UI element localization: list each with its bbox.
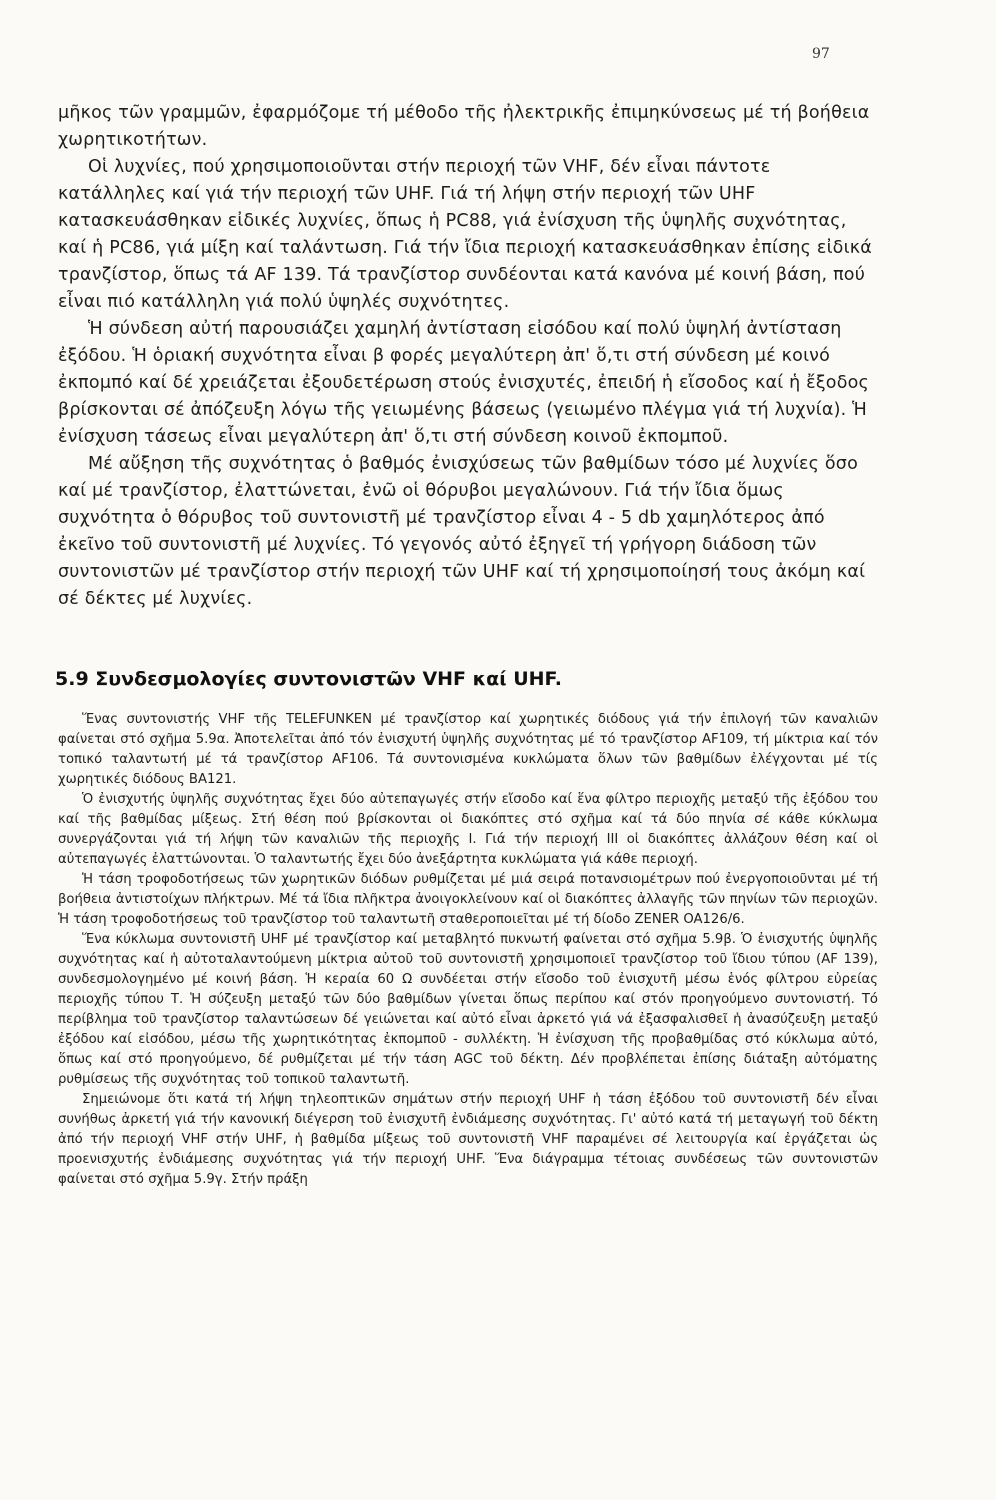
paragraph: Ἡ σύνδεση αὐτή παρουσιάζει χαμηλή ἀντίσταση εἰσόδου καί πολύ ὑψηλή ἀντίσταση ἐξόδου. Ἡ ὁριακή συχνότητα εἶναι β φορές μεγαλύτερη ἀπ' ὅ,τι στή σύνδεση μέ κοινό ἐκπομπό καί δέ χρειάζεται ἐξουδετέρωση στούς ἐνισχυτές, ἐπειδή ἡ εἴσοδος καί ἡ ἔξοδος βρίσκονται σέ ἀπόζευξη λόγω τῆς γειωμένης βάσεως (γειωμένο πλέγμα γιά τή λυχνία). Ἡ ἐνίσχυση τάσεως εἶναι μεγαλύτερη ἀπ' ὅ,τι στή σύνδεση κοινοῦ ἐκπομποῦ. — [58, 319, 869, 447]
paragraph: Ἡ τάση τροφοδοτήσεως τῶν χωρητικῶν διόδων ρυθμίζεται μέ μιά σειρά ποτανσιομέτρων πού ἐνεργοποιοῦνται μέ τή βοήθεια ἀντιστοίχων πλήκτρων. Μέ τά ἴδια πλῆκτρα ἀνοιγοκλείνουν καί οἱ διακόπτες ἀλλαγῆς τῶν πηνίων τῶν περιοχῶν. Ἡ τάση τροφοδοτήσεως τοῦ τρανζίστορ τοῦ ταλαντωτῆ σταθεροποιεῖται μέ τή δίοδο ZENER OA126/6. — [58, 872, 878, 927]
paragraph: Σημειώνομε ὅτι κατά τή λήψη τηλεοπτικῶν σημάτων στήν περιοχή UHF ἡ τάση ἐξόδου τοῦ συντονιστῆ δέν εἶναι συνήθως ἀρκετή γιά τήν κανονική διέγερση τοῦ ἐνισχυτῆ ἐνδιάμεσης συχνότητας. Γι' αὐτό κατά τή μεταγωγή τοῦ δέκτη ἀπό τήν περιοχή VHF στήν UHF, ἡ βαθμίδα μίξεως τοῦ συντονιστῆ VHF παραμένει σέ λειτουργία καί ἐργάζεται ὡς προενισχυτής ἐνδιάμεσης συχνότητας γιά τήν περιοχή UHF. Ἕνα διάγραμμα τέτοιας συνδέσεως τῶν συντονιστῶν φαίνεται στό σχῆμα 5.9γ. Στήν πράξη — [58, 1092, 878, 1187]
paragraph: Ὁ ἐνισχυτής ὑψηλῆς συχνότητας ἔχει δύο αὐτεπαγωγές στήν εἴσοδο καί ἕνα φίλτρο περιοχῆς μεταξύ τῆς ἐξόδου του καί τῆς βαθμίδας μίξεως. Στή θέση πού βρίσκονται οἱ διακόπτες στό σχῆμα καί τά δύο πηνία σέ κάθε κύκλωμα συνεργάζονται γιά τή λήψη τῶν καναλιῶν τῆς περιοχῆς Ι. Γιά τήν περιοχή ΙΙΙ οἱ διακόπτες ἀλλάζουν θέση καί οἱ αὐτεπαγωγές ἐλαττώνονται. Ὁ ταλαντωτής ἔχει δύο ἀνεξάρτητα κυκλώματα γιά κάθε περιοχή. — [58, 792, 878, 867]
page-number: 97 — [812, 46, 830, 62]
paragraph: μῆκος τῶν γραμμῶν, ἐφαρμόζομε τή μέθοδο τῆς ἠλεκτρικῆς ἐπιμηκύνσεως μέ τή βοήθεια χωρητικοτήτων. — [58, 103, 870, 150]
section-heading: 5.9 Συνδεσμολογίες συντονιστῶν VHF καί UHF. — [55, 668, 562, 690]
lower-text — [58, 710, 878, 1190]
paragraph: Μέ αὔξηση τῆς συχνότητας ὁ βαθμός ἐνισχύσεως τῶν βαθμίδων τόσο μέ λυχνίες ὅσο καί μέ τρανζίστορ, ἐλαττώνεται, ἐνῶ οἱ θόρυβοι μεγαλώνουν. Γιά τήν ἴδια ὅμως συχνότητα ὁ θόρυβος τοῦ συντονιστῆ μέ τρανζίστορ εἶναι 4 - 5 db χαμηλότερος ἀπό ἐκεῖνο τοῦ συντονιστῆ μέ λυχνίες. Τό γεγονός αὐτό ἐξηγεῖ τή γρήγορη διάδοση τῶν συντονιστῶν μέ τρανζίστορ στήν περιοχή τῶν UHF καί τή χρησιμοποίησή τους ἀκόμη καί σέ δέκτες μέ λυχνίες. — [58, 454, 866, 609]
paragraph: Ἕνας συντονιστής VHF τῆς TELEFUNKEN μέ τρανζίστορ καί χωρητικές διόδους γιά τήν ἐπιλογή τῶν καναλιῶν φαίνεται στό σχῆμα 5.9α. Ἀποτελεῖται ἀπό τόν ἐνισχυτή ὑψηλῆς συχνότητας μέ τό τρανζίστορ AF109, τή μίκτρια καί τόν τοπικό ταλαντωτή μέ τά τρανζίστορ AF106. Τά συντονισμένα κυκλώματα ὅλων τῶν βαθμίδων ἐλέγχονται μέ τίς χωρητικές διόδους BA121. — [58, 712, 878, 787]
paragraph: Οἱ λυχνίες, πού χρησιμοποιοῦνται στήν περιοχή τῶν VHF, δέν εἶναι πάντοτε κατάλληλες καί γιά τήν περιοχή τῶν UHF. Γιά τή λήψη στήν περιοχή τῶν UHF κατασκευάσθηκαν εἰδικές λυχνίες, ὅπως ἡ PC88, γιά ἐνίσχυση τῆς ὑψηλῆς συχνότητας, καί ἡ PC86, γιά μίξη καί ταλάντωση. Γιά τήν ἴδια περιοχή κατασκευάσθηκαν ἐπίσης εἰδικά τρανζίστορ, ὅπως τά AF 139. Τά τρανζίστορ συνδέονται κατά κανόνα μέ κοινή βάση, πού εἶναι πιό κατάλληλη γιά πολύ ὑψηλές συχνότητες. — [58, 157, 872, 312]
upper-text — [58, 100, 878, 613]
paragraph: Ἕνα κύκλωμα συντονιστῆ UHF μέ τρανζίστορ καί μεταβλητό πυκνωτή φαίνεται στό σχῆμα 5.9β. Ὁ ἐνισχυτής ὑψηλῆς συχνότητας καί ἡ αὐτοταλαντούμενη μίκτρια αὐτοῦ τοῦ συντονιστῆ χρησιμοποιεῖ τρανζίστορ τοῦ ἴδιου τύπου (AF 139), συνδεσμολογημένο μέ κοινή βάση. Ἡ κεραία 60 Ω συνδέεται στήν εἴσοδο τοῦ ἐνισχυτῆ μέσω ἑνός φίλτρου εὐρείας περιοχῆς τύπου Τ. Ἡ σύζευξη μεταξύ τῶν δύο βαθμίδων γίνεται ὅπως περίπου καί στόν προηγούμενο συντονιστή. Τό περίβλημα τοῦ τρανζίστορ ταλαντώσεων δέ γειώνεται καί αὐτό εἶναι ἀρκετό γιά νά ἐξασφαλισθεῖ ἡ ἀνασύζευξη μεταξύ ἐξόδου καί εἰσόδου, μέσω τῆς χωρητικότητας ἐκπομποῦ - συλλέκτη. Ἡ ἐνίσχυση τῆς προβαθμίδας στό κύκλωμα αὐτό, ὅπως καί στό προηγούμενο, δέ ρυθμίζεται μέ τήν τάση AGC τοῦ δέκτη. Δέν προβλέπεται ἐπίσης διάταξη αὐτόματης ρυθμίσεως τῆς συχνότητας τοῦ τοπικοῦ ταλαντωτῆ. — [58, 932, 878, 1087]
